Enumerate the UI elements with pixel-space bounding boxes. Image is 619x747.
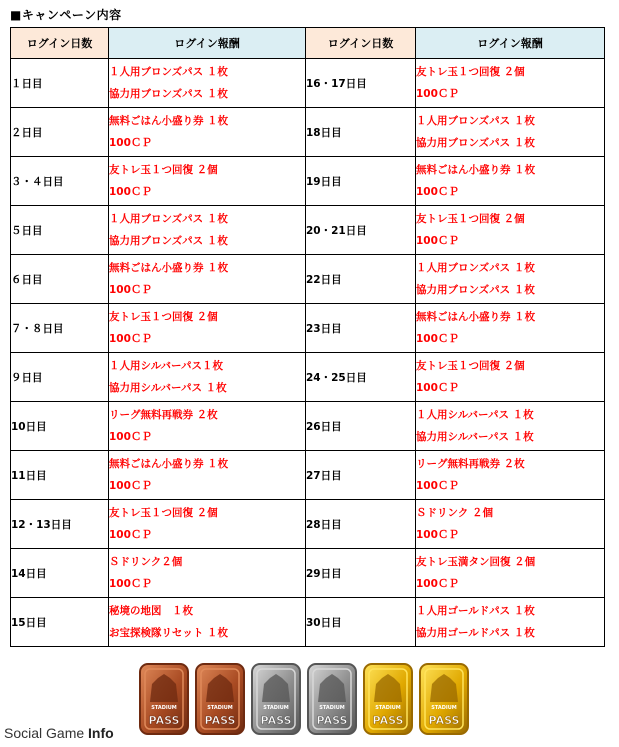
- reward-line: 友トレ玉満タン回復 ２個: [416, 556, 536, 568]
- table-row: [11, 598, 605, 647]
- reward-line: 100ＣＰ: [416, 88, 459, 100]
- login-day-cell: 29日目: [306, 549, 416, 598]
- reward-line: Ｓドリンク ２個: [416, 507, 493, 519]
- pass-icons: [136, 660, 476, 740]
- reward-line: リーグ無料再戦券 ２枚: [109, 409, 218, 421]
- reward-line: １人用ブロンズパス １枚: [416, 262, 535, 274]
- reward-line: １人用シルバーパス １枚: [416, 409, 534, 421]
- login-reward-cell: [109, 549, 306, 598]
- reward-line: 協力用ブロンズパス １枚: [109, 235, 228, 247]
- reward-line: 100ＣＰ: [109, 333, 152, 345]
- gold-pass-icon: [420, 664, 468, 734]
- login-reward-cell: [109, 59, 306, 108]
- login-day-cell: 24・25日目: [306, 353, 416, 402]
- reward-line: 友トレ玉１つ回復 ２個: [109, 164, 218, 176]
- pass-label-text: PASS: [316, 714, 348, 727]
- login-day-cell: 26日目: [306, 402, 416, 451]
- reward-line: 無料ごはん小盛り券 １枚: [109, 115, 229, 127]
- reward-line: 100ＣＰ: [416, 578, 459, 590]
- login-day-cell: 15日目: [11, 598, 109, 647]
- reward-line: 友トレ玉１つ回復 ２個: [416, 360, 525, 372]
- reward-line: 100ＣＰ: [109, 529, 152, 541]
- login-day-cell: 10日目: [11, 402, 109, 451]
- reward-line: 秘境の地図 １枚: [109, 605, 193, 617]
- login-day-cell: ６日目: [11, 255, 109, 304]
- reward-line: 友トレ玉１つ回復 ２個: [109, 311, 218, 323]
- reward-line: 100ＣＰ: [109, 284, 152, 296]
- reward-line: 100ＣＰ: [416, 382, 459, 394]
- login-reward-cell: [109, 206, 306, 255]
- reward-line: １人用ブロンズパス １枚: [416, 115, 535, 127]
- login-day-cell: ９日目: [11, 353, 109, 402]
- login-reward-cell: [109, 255, 306, 304]
- login-reward-cell: [109, 500, 306, 549]
- bronze-pass-icon: [196, 664, 244, 734]
- reward-line: 100ＣＰ: [416, 235, 459, 247]
- login-day-cell: 30日目: [306, 598, 416, 647]
- table-row: [11, 402, 605, 451]
- login-reward-cell: [109, 402, 306, 451]
- watermark-logo: Social Game Info: [4, 725, 114, 741]
- reward-line: 協力用ブロンズパス １枚: [416, 137, 535, 149]
- login-day-cell: 19日目: [306, 157, 416, 206]
- login-day-cell: 22日目: [306, 255, 416, 304]
- reward-line: 協力用ブロンズパス １枚: [416, 284, 535, 296]
- header-login-reward: ログイン報酬: [416, 28, 605, 59]
- reward-line: １人用ブロンズパス １枚: [109, 213, 228, 225]
- reward-line: お宝探検隊リセット １枚: [109, 627, 229, 639]
- reward-line: 100ＣＰ: [416, 333, 459, 345]
- login-day-cell: ７・８日目: [11, 304, 109, 353]
- reward-line: リーグ無料再戦券 ２枚: [416, 458, 525, 470]
- reward-line: １人用シルバーパス１枚: [109, 360, 223, 372]
- reward-line: １人用ブロンズパス １枚: [109, 66, 228, 78]
- login-reward-cell: [109, 108, 306, 157]
- reward-line: 協力用シルバーパス １枚: [109, 382, 227, 394]
- login-day-cell: 18日目: [306, 108, 416, 157]
- login-reward-cell: [416, 206, 605, 255]
- reward-line: Ｓドリンク２個: [109, 556, 183, 568]
- reward-line: 無料ごはん小盛り券 １枚: [416, 311, 536, 323]
- silver-pass-icon: [308, 664, 356, 734]
- table-row: [11, 549, 605, 598]
- table-row: [11, 500, 605, 549]
- pass-label-text: PASS: [148, 714, 180, 727]
- login-day-cell: 11日目: [11, 451, 109, 500]
- table-row: [11, 59, 605, 108]
- login-reward-cell: [109, 304, 306, 353]
- pass-badge-text: STADIUM: [151, 705, 177, 711]
- login-day-cell: 14日目: [11, 549, 109, 598]
- login-reward-cell: [416, 598, 605, 647]
- bronze-pass-icon: [140, 664, 188, 734]
- pass-badge-text: STADIUM: [375, 705, 401, 711]
- pass-badge-text: STADIUM: [207, 705, 233, 711]
- pass-label-text: PASS: [204, 714, 236, 727]
- login-reward-cell: [416, 353, 605, 402]
- table-row: [11, 108, 605, 157]
- reward-line: 100ＣＰ: [416, 480, 459, 492]
- login-reward-cell: [416, 549, 605, 598]
- table-row: [11, 353, 605, 402]
- pass-badge-text: STADIUM: [319, 705, 345, 711]
- login-day-cell: ２日目: [11, 108, 109, 157]
- reward-line: 100ＣＰ: [109, 578, 152, 590]
- header-login-days: ログイン日数: [11, 28, 109, 59]
- silver-pass-icon: [252, 664, 300, 734]
- login-day-cell: 27日目: [306, 451, 416, 500]
- reward-line: 無料ごはん小盛り券 １枚: [416, 164, 536, 176]
- reward-line: 協力用ブロンズパス １枚: [109, 88, 228, 100]
- header-login-days: ログイン日数: [306, 28, 416, 59]
- login-reward-table: [10, 27, 605, 647]
- table-row: [11, 255, 605, 304]
- reward-line: 友トレ玉１つ回復 ２個: [416, 213, 525, 225]
- login-day-cell: １日目: [11, 59, 109, 108]
- table-row: [11, 304, 605, 353]
- login-reward-cell: [416, 304, 605, 353]
- login-reward-cell: [109, 353, 306, 402]
- header-login-reward: ログイン報酬: [109, 28, 306, 59]
- reward-line: 協力用ゴールドパス １枚: [416, 627, 535, 639]
- reward-line: 100ＣＰ: [416, 186, 459, 198]
- pass-badge-text: STADIUM: [263, 705, 289, 711]
- section-title: ■キャンペーン内容: [10, 8, 122, 22]
- login-reward-cell: [416, 157, 605, 206]
- reward-line: 友トレ玉１つ回復 ２個: [416, 66, 525, 78]
- login-reward-cell: [416, 451, 605, 500]
- reward-line: 友トレ玉１つ回復 ２個: [109, 507, 218, 519]
- reward-line: 100ＣＰ: [109, 431, 152, 443]
- login-reward-cell: [416, 108, 605, 157]
- pass-label-text: PASS: [428, 714, 460, 727]
- login-day-cell: 20・21日目: [306, 206, 416, 255]
- table-row: [11, 157, 605, 206]
- login-day-cell: ５日目: [11, 206, 109, 255]
- pass-label-text: PASS: [372, 714, 404, 727]
- login-reward-cell: [416, 255, 605, 304]
- reward-line: 100ＣＰ: [109, 137, 152, 149]
- login-reward-cell: [416, 500, 605, 549]
- login-reward-cell: [109, 451, 306, 500]
- login-day-cell: 12・13日目: [11, 500, 109, 549]
- reward-line: 100ＣＰ: [416, 529, 459, 541]
- pass-badge-text: STADIUM: [431, 705, 457, 711]
- login-reward-cell: [109, 598, 306, 647]
- login-day-cell: 28日目: [306, 500, 416, 549]
- table-header-row: [11, 28, 605, 59]
- table-row: [11, 206, 605, 255]
- login-reward-cell: [416, 402, 605, 451]
- reward-line: 100ＣＰ: [109, 480, 152, 492]
- login-reward-cell: [416, 59, 605, 108]
- login-day-cell: 16・17日目: [306, 59, 416, 108]
- reward-line: １人用ゴールドパス １枚: [416, 605, 535, 617]
- reward-line: 100ＣＰ: [109, 186, 152, 198]
- pass-label-text: PASS: [260, 714, 292, 727]
- gold-pass-icon: [364, 664, 412, 734]
- login-day-cell: 23日目: [306, 304, 416, 353]
- reward-line: 無料ごはん小盛り券 １枚: [109, 458, 229, 470]
- login-day-cell: ３・４日目: [11, 157, 109, 206]
- reward-line: 協力用シルバーパス １枚: [416, 431, 534, 443]
- table-row: [11, 451, 605, 500]
- reward-line: 無料ごはん小盛り券 １枚: [109, 262, 229, 274]
- login-reward-cell: [109, 157, 306, 206]
